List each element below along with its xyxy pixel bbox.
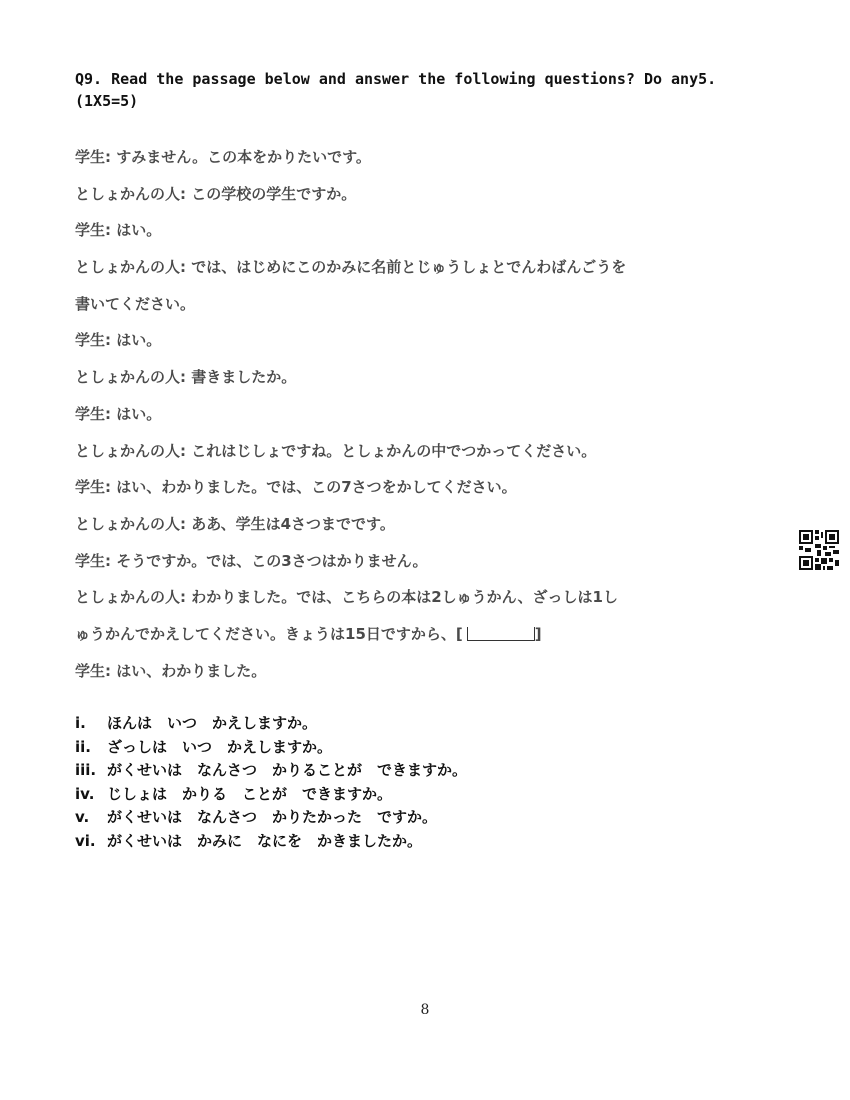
dialogue-line: としょかんの人: この学校の学生ですか。 (75, 184, 357, 203)
question-text: ざっしは いつ かえしますか。 (107, 737, 333, 756)
dialogue-line: 学生: はい。 (75, 331, 162, 350)
question-heading (75, 68, 775, 112)
page-number: 8 (420, 1002, 430, 1018)
dialogue-line: としょかんの人: わかりました。では、こちらの本は2しゅうかん、ざっしは1し (75, 588, 618, 607)
dialogue-line: 学生: はい。 (75, 221, 162, 240)
question-item (75, 830, 765, 854)
question-item (75, 783, 765, 807)
blank-close-bracket: ] (534, 624, 542, 643)
heading-line-2: (1X5=5) (75, 92, 139, 110)
question-list (75, 712, 765, 854)
dialogue-line: 学生: はい、わかりました。 (75, 661, 267, 680)
question-text: がくせいは なんさつ かりたかった ですか。 (107, 808, 438, 827)
question-number: ii. (75, 737, 91, 756)
dialogue-line: としょかんの人: ああ、学生は4さつまでです。 (75, 514, 395, 533)
question-number: vi. (75, 831, 96, 850)
question-number: iii. (75, 761, 97, 780)
question-number: iv. (75, 784, 95, 803)
question-item (75, 806, 765, 830)
dialogue-line-text: ゅうかんでかえしてください。きょうは15日ですから、[ (75, 624, 463, 643)
question-number: v. (75, 808, 90, 827)
question-item (75, 736, 765, 760)
dialogue-line: 学生: はい。 (75, 404, 162, 423)
question-text: がくせいは かみに なにを かきましたか。 (107, 831, 423, 850)
dialogue-passage (75, 146, 765, 696)
question-text: がくせいは なんさつ かりることが できますか。 (107, 761, 468, 780)
question-item (75, 712, 765, 736)
dialogue-line: としょかんの人: 書きましたか。 (75, 368, 297, 387)
dialogue-line: 学生: すみません。この本をかりたいです。 (75, 148, 371, 166)
question-item (75, 759, 765, 783)
heading-line-1: Q9. Read the passage below and answer the following questions? Do any5. (75, 70, 717, 88)
dialogue-line-with-blank (75, 623, 765, 660)
dialogue-line: 書いてください。 (75, 294, 196, 313)
question-text: じしょは かりる ことが できますか。 (107, 784, 393, 803)
qr-code-icon (799, 530, 839, 570)
answer-blank (467, 627, 535, 641)
dialogue-line: としょかんの人: これはじしょですね。としょかんの中でつかってください。 (75, 441, 597, 460)
dialogue-line: 学生: はい、わかりました。では、この7さつをかしてください。 (75, 478, 517, 497)
dialogue-line: としょかんの人: では、はじめにこのかみに名前とじゅうしょとでんわばんごうを (75, 258, 627, 277)
dialogue-line: 学生: そうですか。では、この3さつはかりません。 (75, 551, 428, 570)
question-number: i. (75, 714, 86, 732)
question-text: ほんは いつ かえしますか。 (107, 714, 318, 732)
